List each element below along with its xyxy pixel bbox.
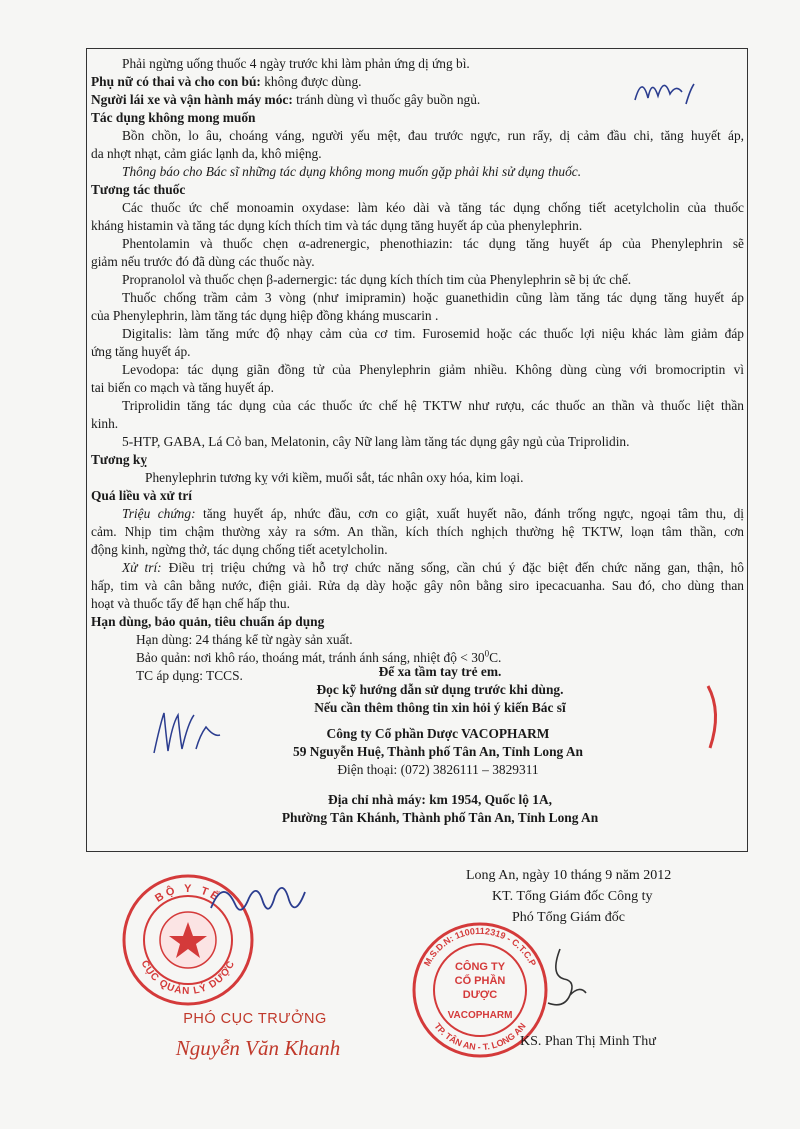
text-line: kháng histamin và tăng tác dụng kích thích tim và tác dụng tăng huyết áp của phenylephrin. — [91, 218, 583, 233]
text-pregnancy: không được dùng. — [260, 74, 362, 89]
authority-title: PHÓ CỤC TRƯỞNG — [183, 1011, 327, 1027]
red-margin-mark — [700, 682, 730, 752]
degree-superscript: 0 — [484, 648, 490, 659]
text-line: Triprolidin tăng tác dụng của các thuốc ức chế hệ TKTW như rượu, các thuốc an thần và thuốc liệt thần — [122, 398, 744, 413]
text-line: cảm. Nhịp tim chậm thường xảy ra sớm. An thần, kích thích nghịch thường hệ TKTW, loạn tâm thần, cơn — [91, 524, 744, 539]
director-signature — [530, 945, 590, 1015]
warning-read-instructions: Đọc kỹ hướng dẫn sử dụng trước khi dùng. — [316, 682, 564, 697]
text-line: Thuốc chống trầm cảm 3 vòng (như imipramin) hoặc guanethidin cũng làm tăng tác dụng tăng huyết áp — [122, 290, 744, 305]
text-line: giảm nếu trước đó đã dùng các thuốc này. — [91, 254, 315, 269]
company-stamp-center-2: CỔ PHẦN — [454, 975, 506, 987]
text-line: của Phenylephrin, làm tăng tác dụng hiệp đồng kháng muscarin . — [91, 308, 439, 323]
text-line — [91, 92, 480, 108]
text-line — [122, 560, 744, 576]
section-heading-interactions: Tương tác thuốc — [91, 182, 186, 197]
factory-address-line2: Phường Tân Khánh, Thành phố Tân An, Tỉnh Long An — [281, 810, 599, 825]
initials-signature-left — [150, 705, 230, 760]
text-line: Thông báo cho Bác sĩ những tác dụng không mong muốn gặp phải khi sử dụng thuốc. — [122, 164, 582, 179]
company-stamp-ring-bottom: TP. TÂN AN - T. LONG AN — [432, 1021, 528, 1053]
company-stamp-center-3: DƯỢC — [462, 989, 498, 1001]
company-address: 59 Nguyễn Huệ, Thành phố Tân An, Tỉnh Long An — [293, 744, 583, 759]
text-line: Propranolol và thuốc chẹn β-adernergic: tác dụng kích thích tim của Phenylephrin sẽ bị ức chế. — [122, 272, 632, 287]
initials-signature-top — [630, 70, 700, 110]
text-line: Các thuốc ức chế monoamin oxydase: làm kéo dài và tăng tác dụng chống tiết acetylcholin của thuốc — [122, 200, 744, 215]
text-line: Digitalis: làm tăng mức độ nhạy cảm của cơ tim. Furosemid hoặc các thuốc lợi niệu khác làm giảm đáp — [122, 326, 744, 341]
company-name: Công ty Cổ phần Dược VACOPHARM — [326, 726, 550, 741]
text-line: Phentolamin và thuốc chẹn α-adrenergic, phenothiazin: tác dụng tăng huyết áp của Phenylephrin sẽ — [122, 236, 744, 251]
text-driving: tránh dùng vì thuốc gây buồn ngủ. — [292, 92, 481, 107]
section-heading-overdose: Quá liều và xử trí — [91, 488, 193, 503]
label-symptoms: Triệu chứng: — [122, 506, 196, 521]
text-line: hấp, tim và cân bằng nước, điện giải. Rửa dạ dày hoặc gây nôn bằng siro ipecacuanha. Sau đó, cho dùng than — [91, 578, 744, 593]
text-line — [122, 506, 744, 522]
signer-role-1: KT. Tổng Giám đốc Công ty — [492, 889, 653, 904]
text-symptoms: tăng huyết áp, nhức đầu, cơn co giật, xuất huyết não, đánh trống ngực, ngoại tâm thu, dị — [195, 506, 745, 521]
label-pregnancy: Phụ nữ có thai và cho con bú: — [91, 74, 261, 89]
warning-children: Để xa tầm tay trẻ em. — [378, 664, 502, 679]
text-line: TC áp dụng: TCCS. — [136, 668, 243, 683]
text-storage-unit: C. — [489, 650, 502, 665]
vice-director-signature — [205, 868, 315, 928]
ministry-stamp-top-text: BỘ Y TẾ — [153, 882, 223, 905]
factory-address-line1: Địa chỉ nhà máy: km 1954, Quốc lộ 1A, — [328, 792, 552, 807]
text-line — [91, 74, 362, 90]
authority-name: Nguyễn Văn Khanh — [175, 1036, 341, 1060]
section-heading-incompatibility: Tương kỵ — [91, 452, 148, 467]
signer-role-2: Phó Tổng Giám đốc — [512, 910, 625, 925]
text-line: hoạt và thuốc tẩy để hạn chế hấp thu. — [91, 596, 290, 611]
section-heading-side-effects: Tác dụng không mong muốn — [91, 110, 256, 125]
company-phone: Điện thoại: (072) 3826111 – 3829311 — [337, 762, 539, 777]
text-line: Hạn dùng: 24 tháng kể từ ngày sản xuất. — [136, 632, 353, 647]
signer-name: KS. Phan Thị Minh Thư — [520, 1034, 656, 1049]
text-line: kinh. — [91, 416, 119, 431]
text-line: da nhợt nhạt, cảm giác lạnh da, khô miệng. — [91, 146, 322, 161]
label-driving: Người lái xe và vận hành máy móc: — [91, 92, 293, 107]
text-line: ứng tăng huyết áp. — [91, 344, 191, 359]
text-line: 5-HTP, GABA, Lá Cỏ ban, Melatonin, cây Nữ lang làm tăng tác dụng gây ngủ của Triprolidin. — [122, 434, 630, 449]
company-stamp-center-1: CÔNG TY — [454, 961, 506, 973]
text-storage: Bảo quản: nơi khô ráo, thoáng mát, tránh ánh sáng, nhiệt độ < 30 — [136, 650, 485, 665]
warning-ask-doctor: Nếu cần thêm thông tin xin hỏi ý kiến Bác sĩ — [314, 700, 566, 715]
company-stamp-ring-top: M.S.D.N: 1100112319 - C.T.C.P — [421, 925, 539, 968]
text-line: Bồn chồn, lo âu, choáng váng, người yếu mệt, đau trước ngực, run rẩy, dị cảm đầu chi, tăng huyết áp, — [122, 128, 744, 143]
label-treatment: Xử trí: — [122, 560, 162, 575]
place-date: Long An, ngày 10 tháng 9 năm 2012 — [466, 868, 672, 883]
text-line: tai biến co mạch và tăng huyết áp. — [91, 380, 274, 395]
ministry-stamp-bottom-text: CỤC QUẢN LÝ DƯỢC — [138, 958, 238, 998]
text-treatment: Điều trị triệu chứng và hỗ trợ chức năng sống, cần chú ý đặc biệt đến chức năng gan, thận, hô — [161, 560, 744, 575]
text-line: Levodopa: tác dụng giãn đồng tử của Phenylephrin giảm nhiều. Không dùng cùng với bromocriptin vì — [122, 362, 744, 377]
text-line: Phải ngừng uống thuốc 4 ngày trước khi làm phản ứng dị ứng bì. — [122, 56, 470, 71]
text-line: Phenylephrin tương kỵ với kiềm, muối sắt, tác nhân oxy hóa, kim loại. — [145, 470, 524, 485]
text-line: động kinh, ngừng thở, tác dụng chống tiết acetylcholin. — [91, 542, 388, 557]
section-heading-storage: Hạn dùng, bảo quản, tiêu chuẩn áp dụng — [91, 614, 325, 629]
company-stamp-center-4: VACOPHARM — [447, 1010, 513, 1021]
